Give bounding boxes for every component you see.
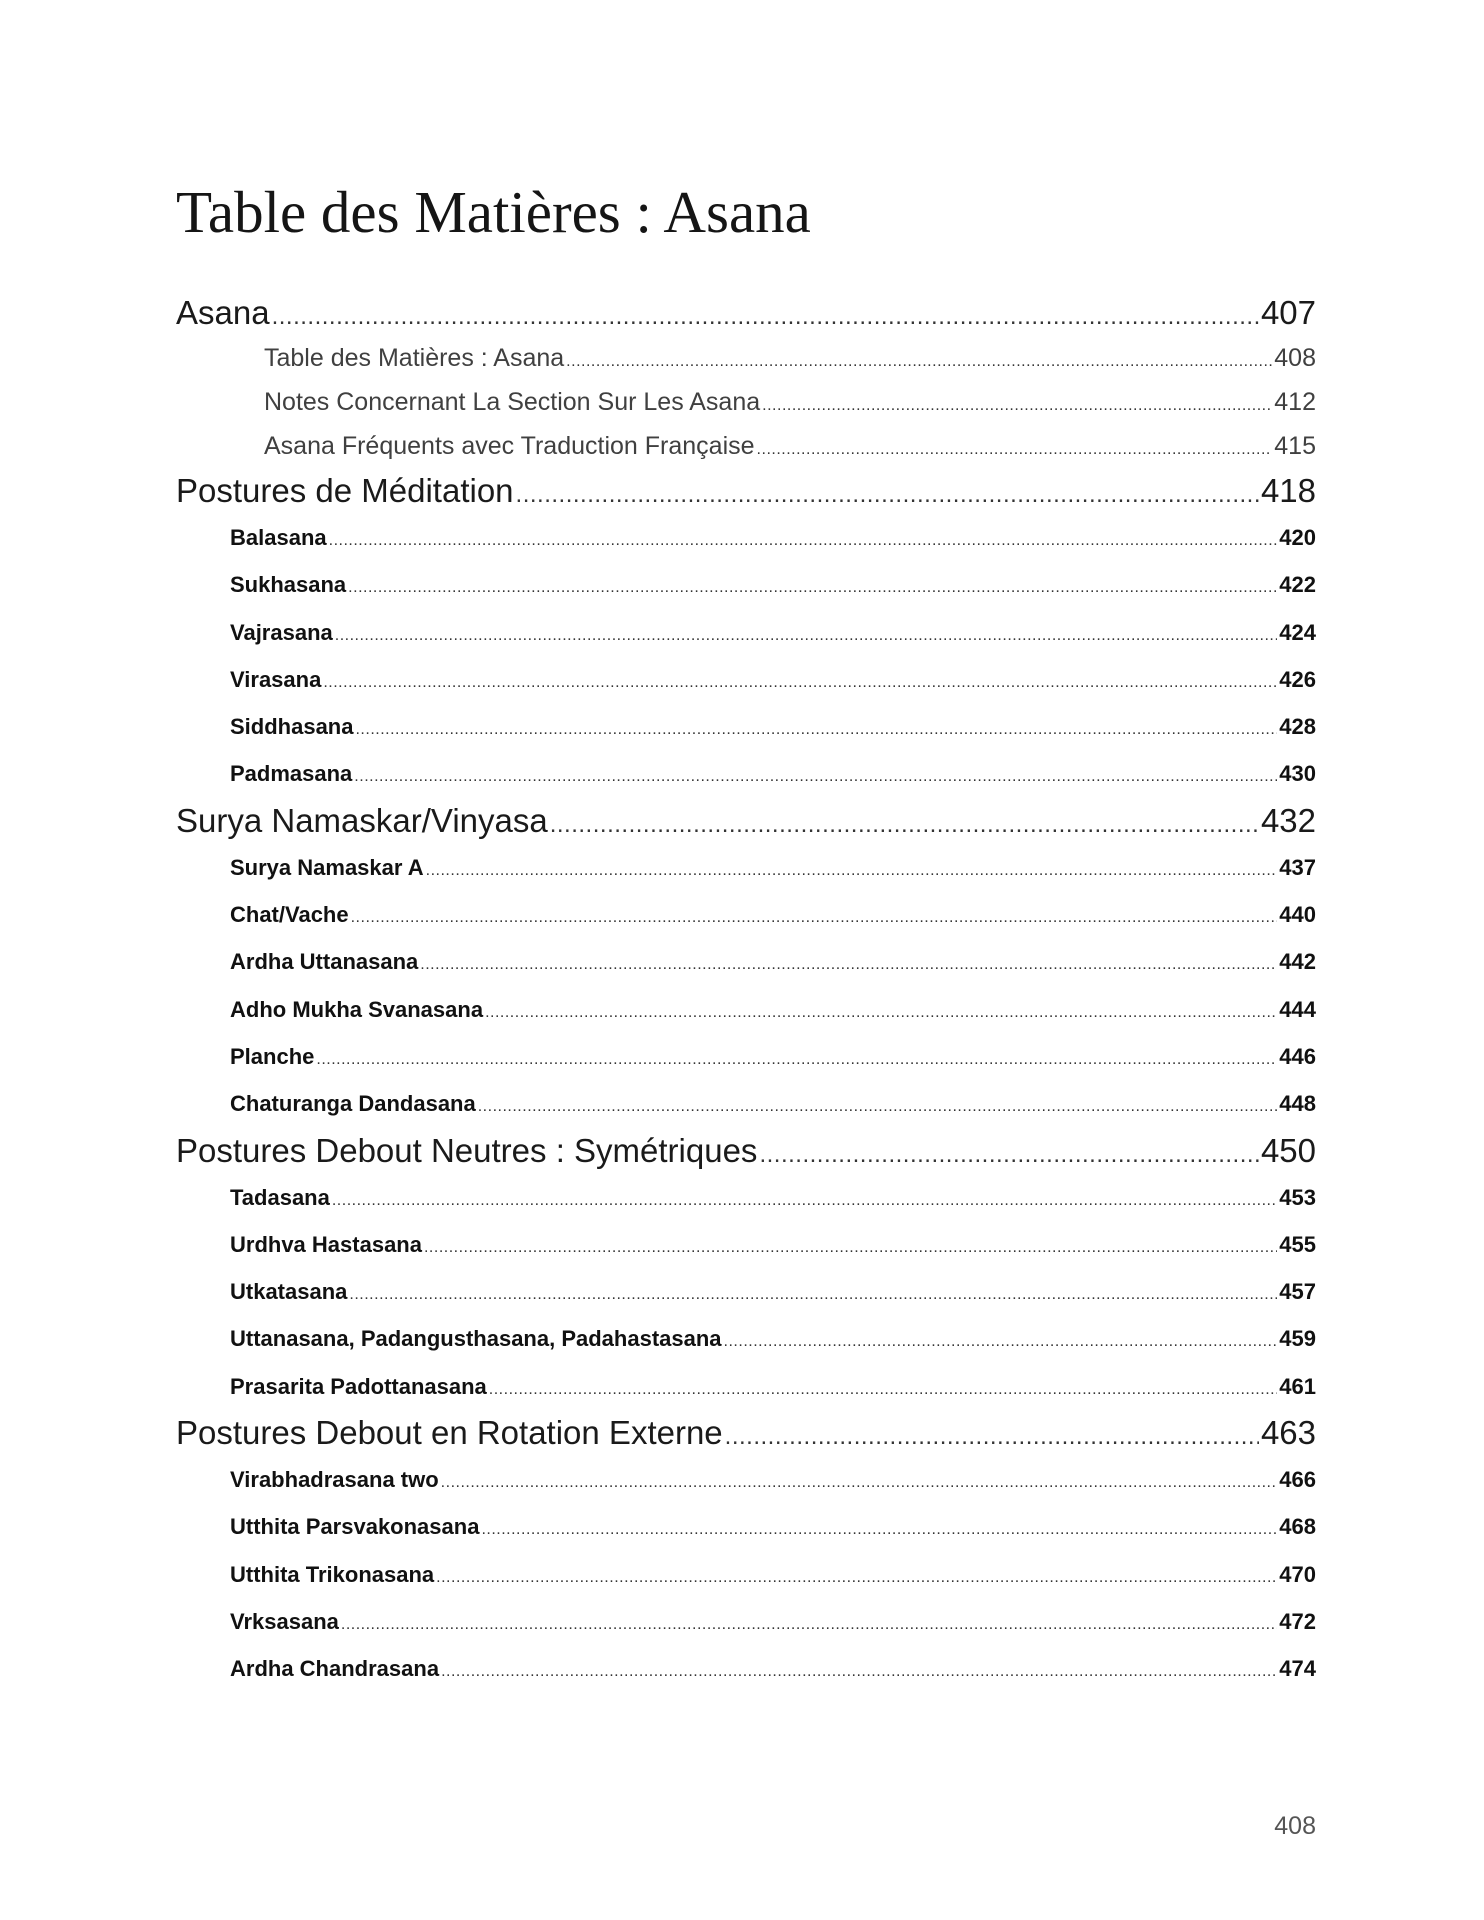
dot-leader [354,753,1277,800]
toc-entry-level-3[interactable] [176,750,1316,797]
toc-entry-page: 461 [1279,1373,1316,1399]
toc-entry-label: Sukhasana [230,572,347,598]
toc-entry-level-3[interactable] [176,1221,1316,1268]
toc-entry-level-3[interactable] [176,1645,1316,1692]
toc-entry-label: Chaturanga Dandasana [230,1091,476,1117]
toc-entry-label: Vajrasana [230,619,333,645]
dot-leader [355,706,1277,753]
toc-entry-label: Asana [176,294,270,331]
dot-leader [441,1648,1277,1695]
toc-entry-page: 446 [1279,1043,1316,1069]
dot-leader [351,894,1278,941]
toc-entry-label: Ardha Uttanasana [230,949,419,975]
dot-leader [478,1083,1278,1130]
toc-entry-page: 470 [1279,1561,1316,1587]
toc-entry-page: 453 [1279,1184,1316,1210]
toc-entry-page: 440 [1279,902,1316,928]
toc-entry-page: 457 [1279,1279,1316,1305]
toc-entry-label: Uttanasana, Padangusthasana, Padahastasana [230,1326,722,1352]
toc-entry-page: 437 [1279,854,1316,880]
dot-leader [550,802,1259,848]
toc-entry-page: 430 [1279,761,1316,787]
toc-entry-page: 472 [1279,1608,1316,1634]
toc-entry-label: Siddhasana [230,714,354,740]
toc-entry-page: 459 [1279,1326,1316,1352]
toc-entry-label: Utthita Parsvakonasana [230,1514,480,1540]
toc-entry-level-3[interactable] [176,609,1316,656]
toc-entry-page: 426 [1279,666,1316,692]
toc-entry-page: 448 [1279,1091,1316,1117]
dot-leader [436,1554,1277,1601]
toc-entry-label: Adho Mukha Svanasana [230,996,484,1022]
toc-entry-label: Padmasana [230,761,353,787]
toc-entry-label: Utthita Trikonasana [230,1561,435,1587]
dot-leader [481,1506,1277,1553]
toc-entry-page: 428 [1279,714,1316,740]
toc-entry-page: 455 [1279,1231,1316,1257]
toc-entry-level-3[interactable] [176,986,1316,1033]
toc-entry-label: Tadasana [230,1184,330,1210]
dot-leader [272,294,1259,340]
toc-entry-page: 418 [1260,472,1316,509]
toc-entry-level-1[interactable] [176,290,1316,336]
toc-entry-label: Table des Matières : Asana [264,344,565,372]
page-number: 408 [1274,1812,1316,1840]
dot-leader [516,472,1259,518]
toc-entry-page: 474 [1279,1656,1316,1682]
toc-entry-label: Postures Debout en Rotation Externe [176,1414,723,1452]
toc-entry-label: Ardha Chandrasana [230,1656,440,1682]
toc-entry-label: Planche [230,1043,315,1069]
table-of-contents [176,290,1316,1693]
toc-entry-page: 442 [1279,949,1316,975]
toc-entry-level-3[interactable] [176,1315,1316,1362]
toc-entry-label: Virasana [230,666,322,692]
toc-entry-level-3[interactable] [176,1363,1316,1410]
toc-entry-level-3[interactable] [176,891,1316,938]
toc-entry-level-2[interactable] [176,424,1316,468]
dot-leader [329,517,1278,564]
dot-leader [566,340,1272,384]
toc-entry-level-3[interactable] [176,1080,1316,1127]
toc-entry-page: 407 [1260,294,1316,331]
toc-entry-page: 468 [1279,1514,1316,1540]
toc-entry-label: Chat/Vache [230,902,349,928]
toc-entry-label: Urdhva Hastasana [230,1231,422,1257]
toc-entry-page: 463 [1260,1414,1316,1452]
toc-entry-label: Notes Concernant La Section Sur Les Asana [264,388,761,416]
toc-entry-label: Postures Debout Neutres : Symétriques [176,1131,758,1169]
toc-entry-page: 420 [1279,525,1316,550]
toc-entry-label: Utkatasana [230,1279,348,1305]
dot-leader [424,1224,1277,1271]
toc-entry-level-1[interactable] [176,1410,1316,1456]
dot-leader [335,612,1278,659]
toc-entry-page: 415 [1274,432,1316,460]
toc-entry-level-3[interactable] [176,1268,1316,1315]
dot-leader [341,1601,1277,1648]
toc-entry-label: Prasarita Padottanasana [230,1373,487,1399]
dot-leader [316,1036,1277,1083]
dot-leader [724,1318,1278,1365]
toc-entry-level-1[interactable] [176,1128,1316,1174]
toc-entry-page: 466 [1279,1467,1316,1493]
toc-entry-page: 412 [1274,388,1316,416]
dot-leader [426,847,1278,894]
toc-entry-level-3[interactable] [176,1551,1316,1598]
dot-leader [349,1271,1277,1318]
toc-entry-label: Surya Namaskar/Vinyasa [176,801,548,839]
toc-entry-page: 432 [1260,801,1316,839]
toc-entry-page: 424 [1279,619,1316,645]
dot-leader [757,428,1273,472]
toc-entry-level-1[interactable] [176,468,1316,514]
toc-entry-level-3[interactable] [176,1033,1316,1080]
toc-entry-level-3[interactable] [176,561,1316,608]
toc-entry-page: 450 [1260,1131,1316,1169]
toc-entry-label: Postures de Méditation [176,472,514,509]
toc-entry-level-2[interactable] [176,380,1316,424]
dot-leader [759,1132,1259,1178]
toc-entry-label: Virabhadrasana two [230,1467,439,1493]
dot-leader [485,989,1277,1036]
dot-leader [762,384,1272,428]
dot-leader [348,564,1277,611]
toc-entry-label: Balasana [230,525,327,550]
toc-entry-level-2[interactable] [176,336,1316,380]
toc-entry-level-3[interactable] [176,938,1316,985]
dot-leader [489,1366,1278,1413]
dot-leader [323,659,1277,706]
dot-leader [725,1414,1259,1460]
toc-entry-level-3[interactable] [176,1174,1316,1221]
dot-leader [332,1177,1277,1224]
toc-entry-level-3[interactable] [176,1598,1316,1645]
toc-entry-page: 408 [1274,344,1316,372]
toc-entry-level-3[interactable] [176,1503,1316,1550]
page-title: Table des Matières : Asana [176,179,811,245]
toc-entry-label: Surya Namaskar A [230,854,424,880]
dot-leader [420,941,1277,988]
toc-entry-page: 422 [1279,572,1316,598]
toc-entry-level-3[interactable] [176,1456,1316,1503]
toc-entry-level-3[interactable] [176,703,1316,750]
toc-entry-label: Vrksasana [230,1608,339,1634]
toc-entry-level-3[interactable] [176,656,1316,703]
toc-entry-level-1[interactable] [176,798,1316,844]
dot-leader [441,1459,1278,1506]
toc-entry-label: Asana Fréquents avec Traduction Française [264,432,755,460]
toc-entry-level-3[interactable] [176,844,1316,891]
toc-entry-page: 444 [1279,996,1316,1022]
toc-entry-level-3[interactable] [176,514,1316,561]
